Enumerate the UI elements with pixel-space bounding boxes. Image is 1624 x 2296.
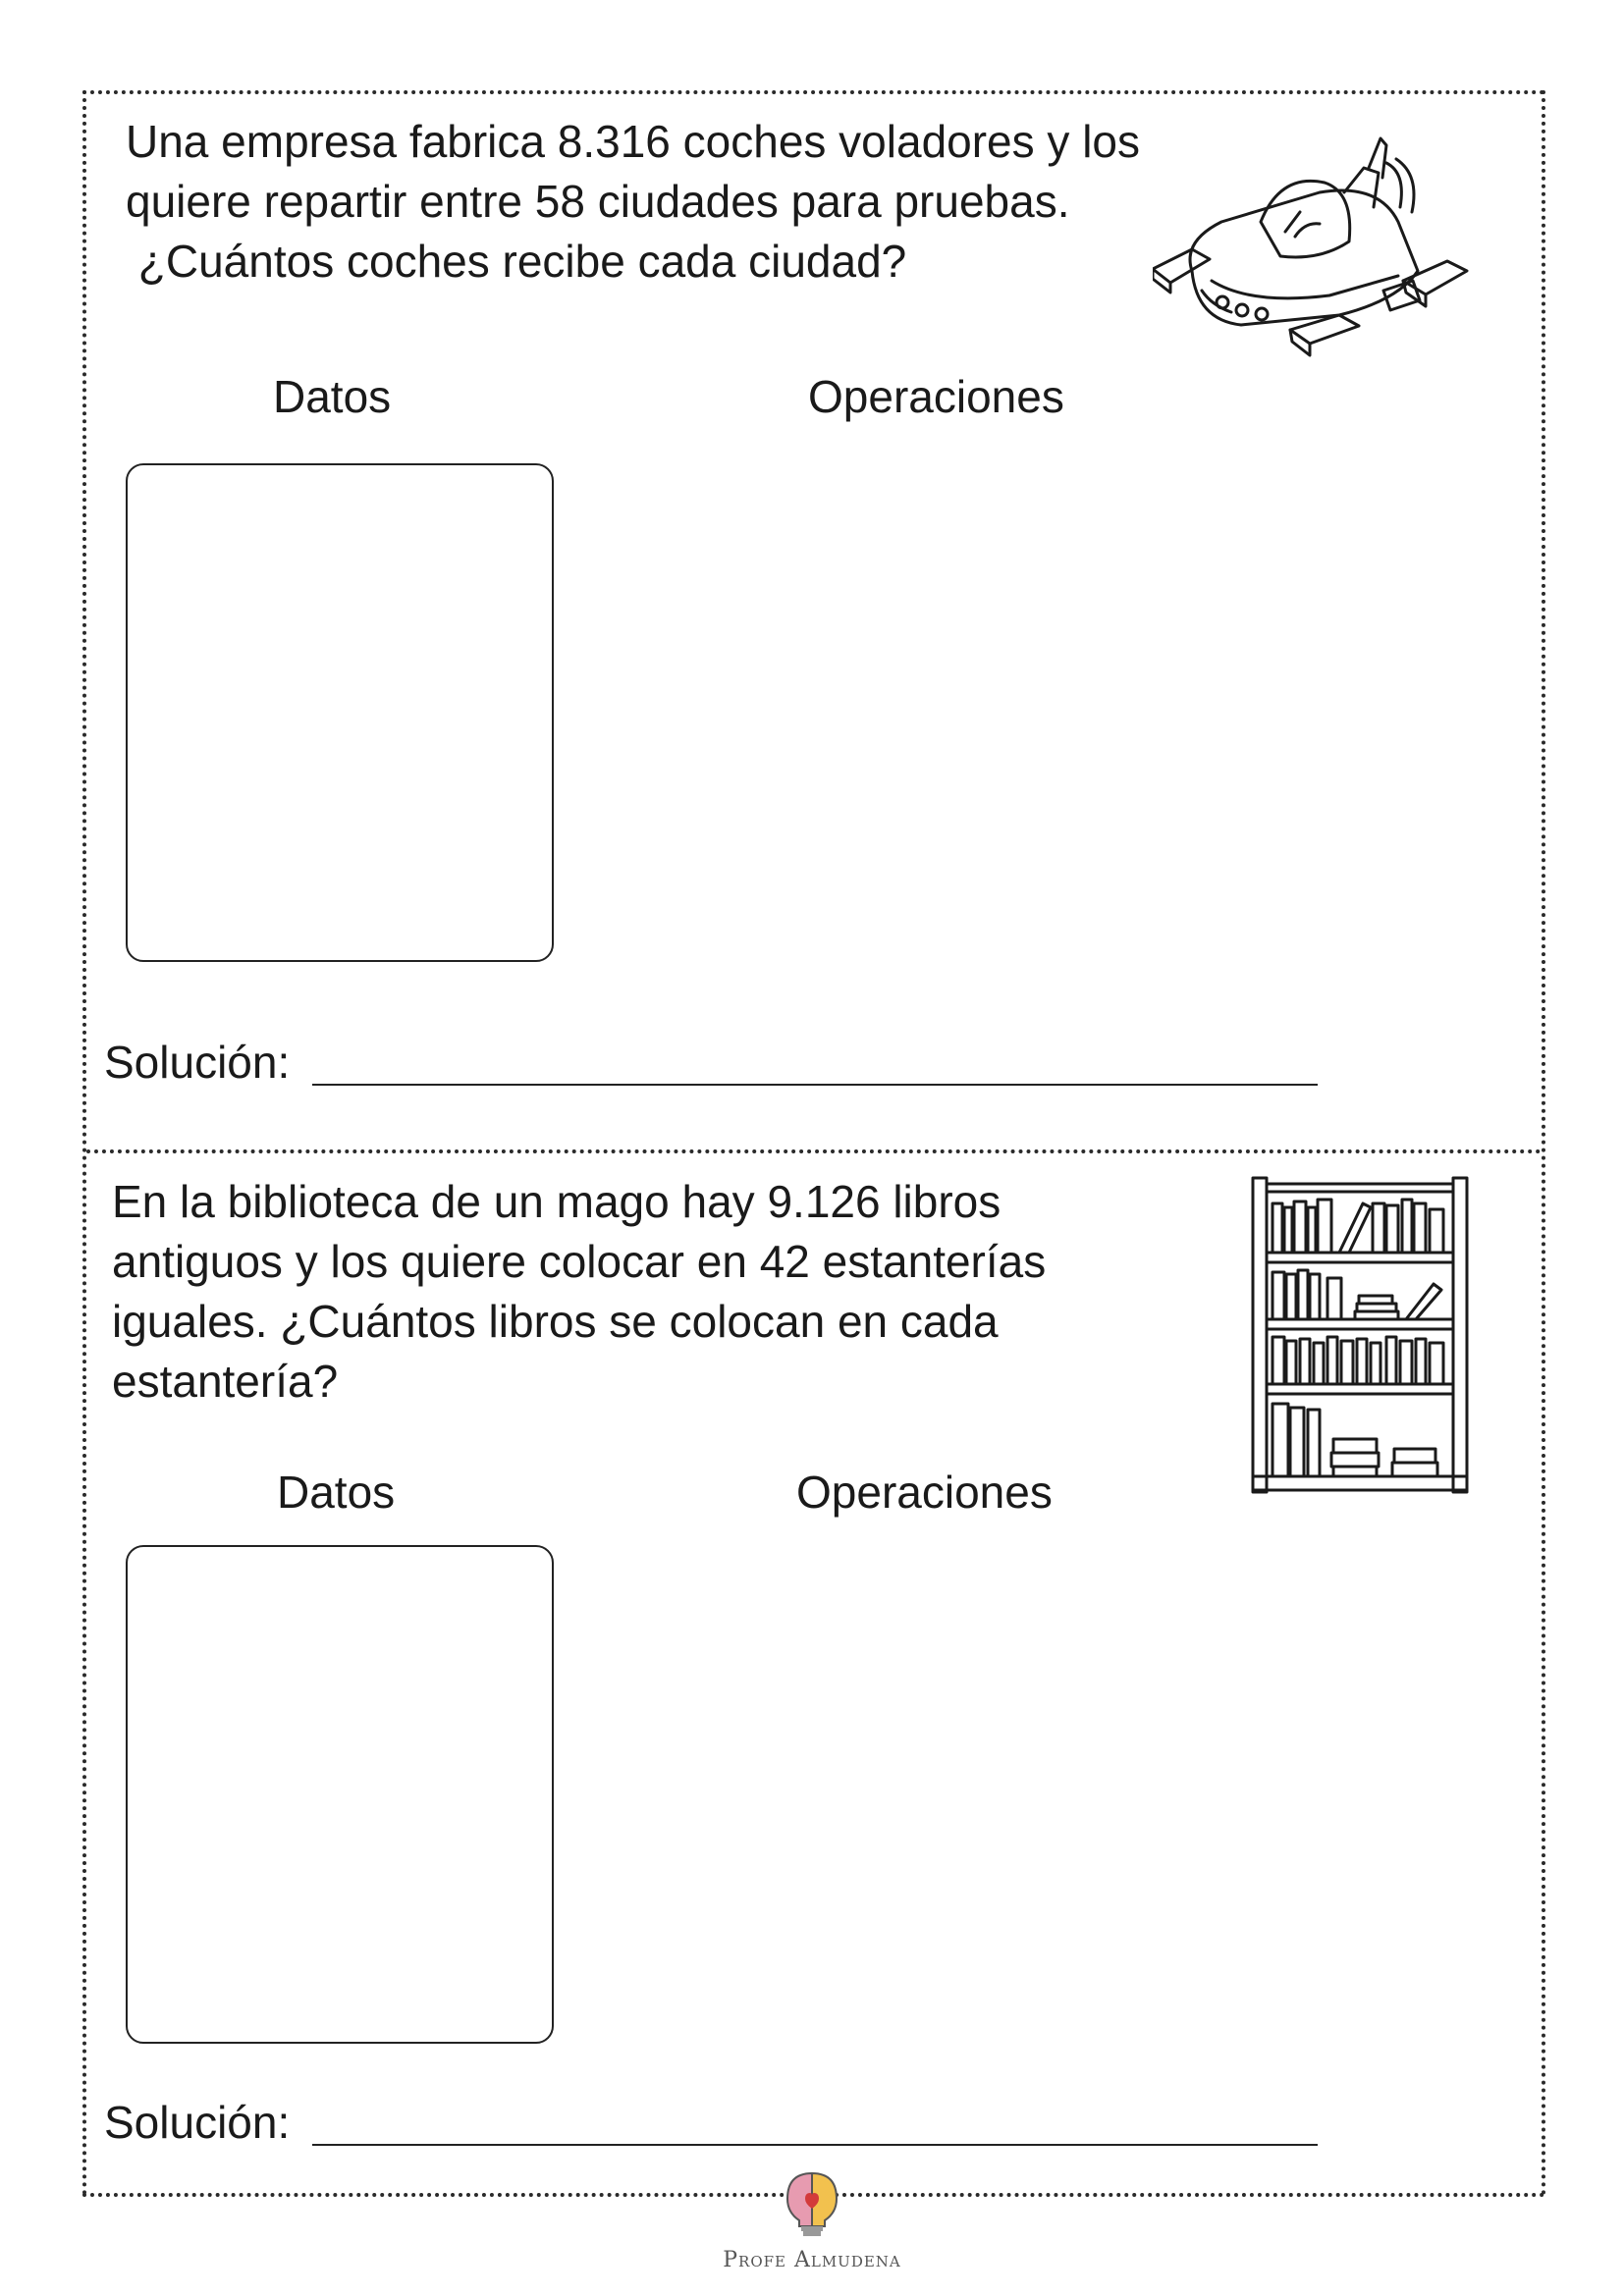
problem-2-operaciones-label: Operaciones [796, 1467, 1053, 1518]
problem-2-text [112, 1172, 1241, 1412]
problem-1-line-2: quiere repartir entre 58 ciudades para pruebas. [126, 176, 1070, 227]
problem-1-solution-label: Solución: [104, 1037, 291, 1088]
brand-name: Profe Almudena [723, 2248, 901, 2272]
problem-2-solution-line[interactable] [312, 2144, 1318, 2146]
problem-2-datos-label: Datos [277, 1467, 396, 1518]
problem-2-line-3: iguales. ¿Cuántos libros se colocan en cada [112, 1296, 999, 1347]
problem-1-solution-line[interactable] [312, 1084, 1318, 1086]
problem-1-datos-box[interactable] [126, 463, 554, 962]
problem-1-datos-label: Datos [273, 371, 392, 422]
worksheet-frame [82, 90, 1545, 2197]
lightbulb-brain-icon [778, 2169, 846, 2240]
problem-1-line-3: ¿Cuántos coches recibe cada ciudad? [126, 236, 907, 287]
problem-2-datos-box[interactable] [126, 1545, 554, 2044]
problem-2-line-2: antiguos y los quiere colocar en 42 estanterías [112, 1236, 1047, 1287]
flying-car-icon [1153, 133, 1487, 369]
problem-1-text [126, 112, 1255, 292]
section-divider [86, 1149, 1542, 1153]
problem-1-operaciones-label: Operaciones [808, 371, 1064, 422]
bookshelf-icon [1249, 1174, 1471, 1498]
problem-2-solution-label: Solución: [104, 2097, 291, 2148]
problem-2-line-4: estantería? [112, 1356, 339, 1407]
problem-1-line-1: Una empresa fabrica 8.316 coches voladores y los [126, 116, 1141, 167]
problem-2-line-1: En la biblioteca de un mago hay 9.126 libros [112, 1176, 1001, 1227]
